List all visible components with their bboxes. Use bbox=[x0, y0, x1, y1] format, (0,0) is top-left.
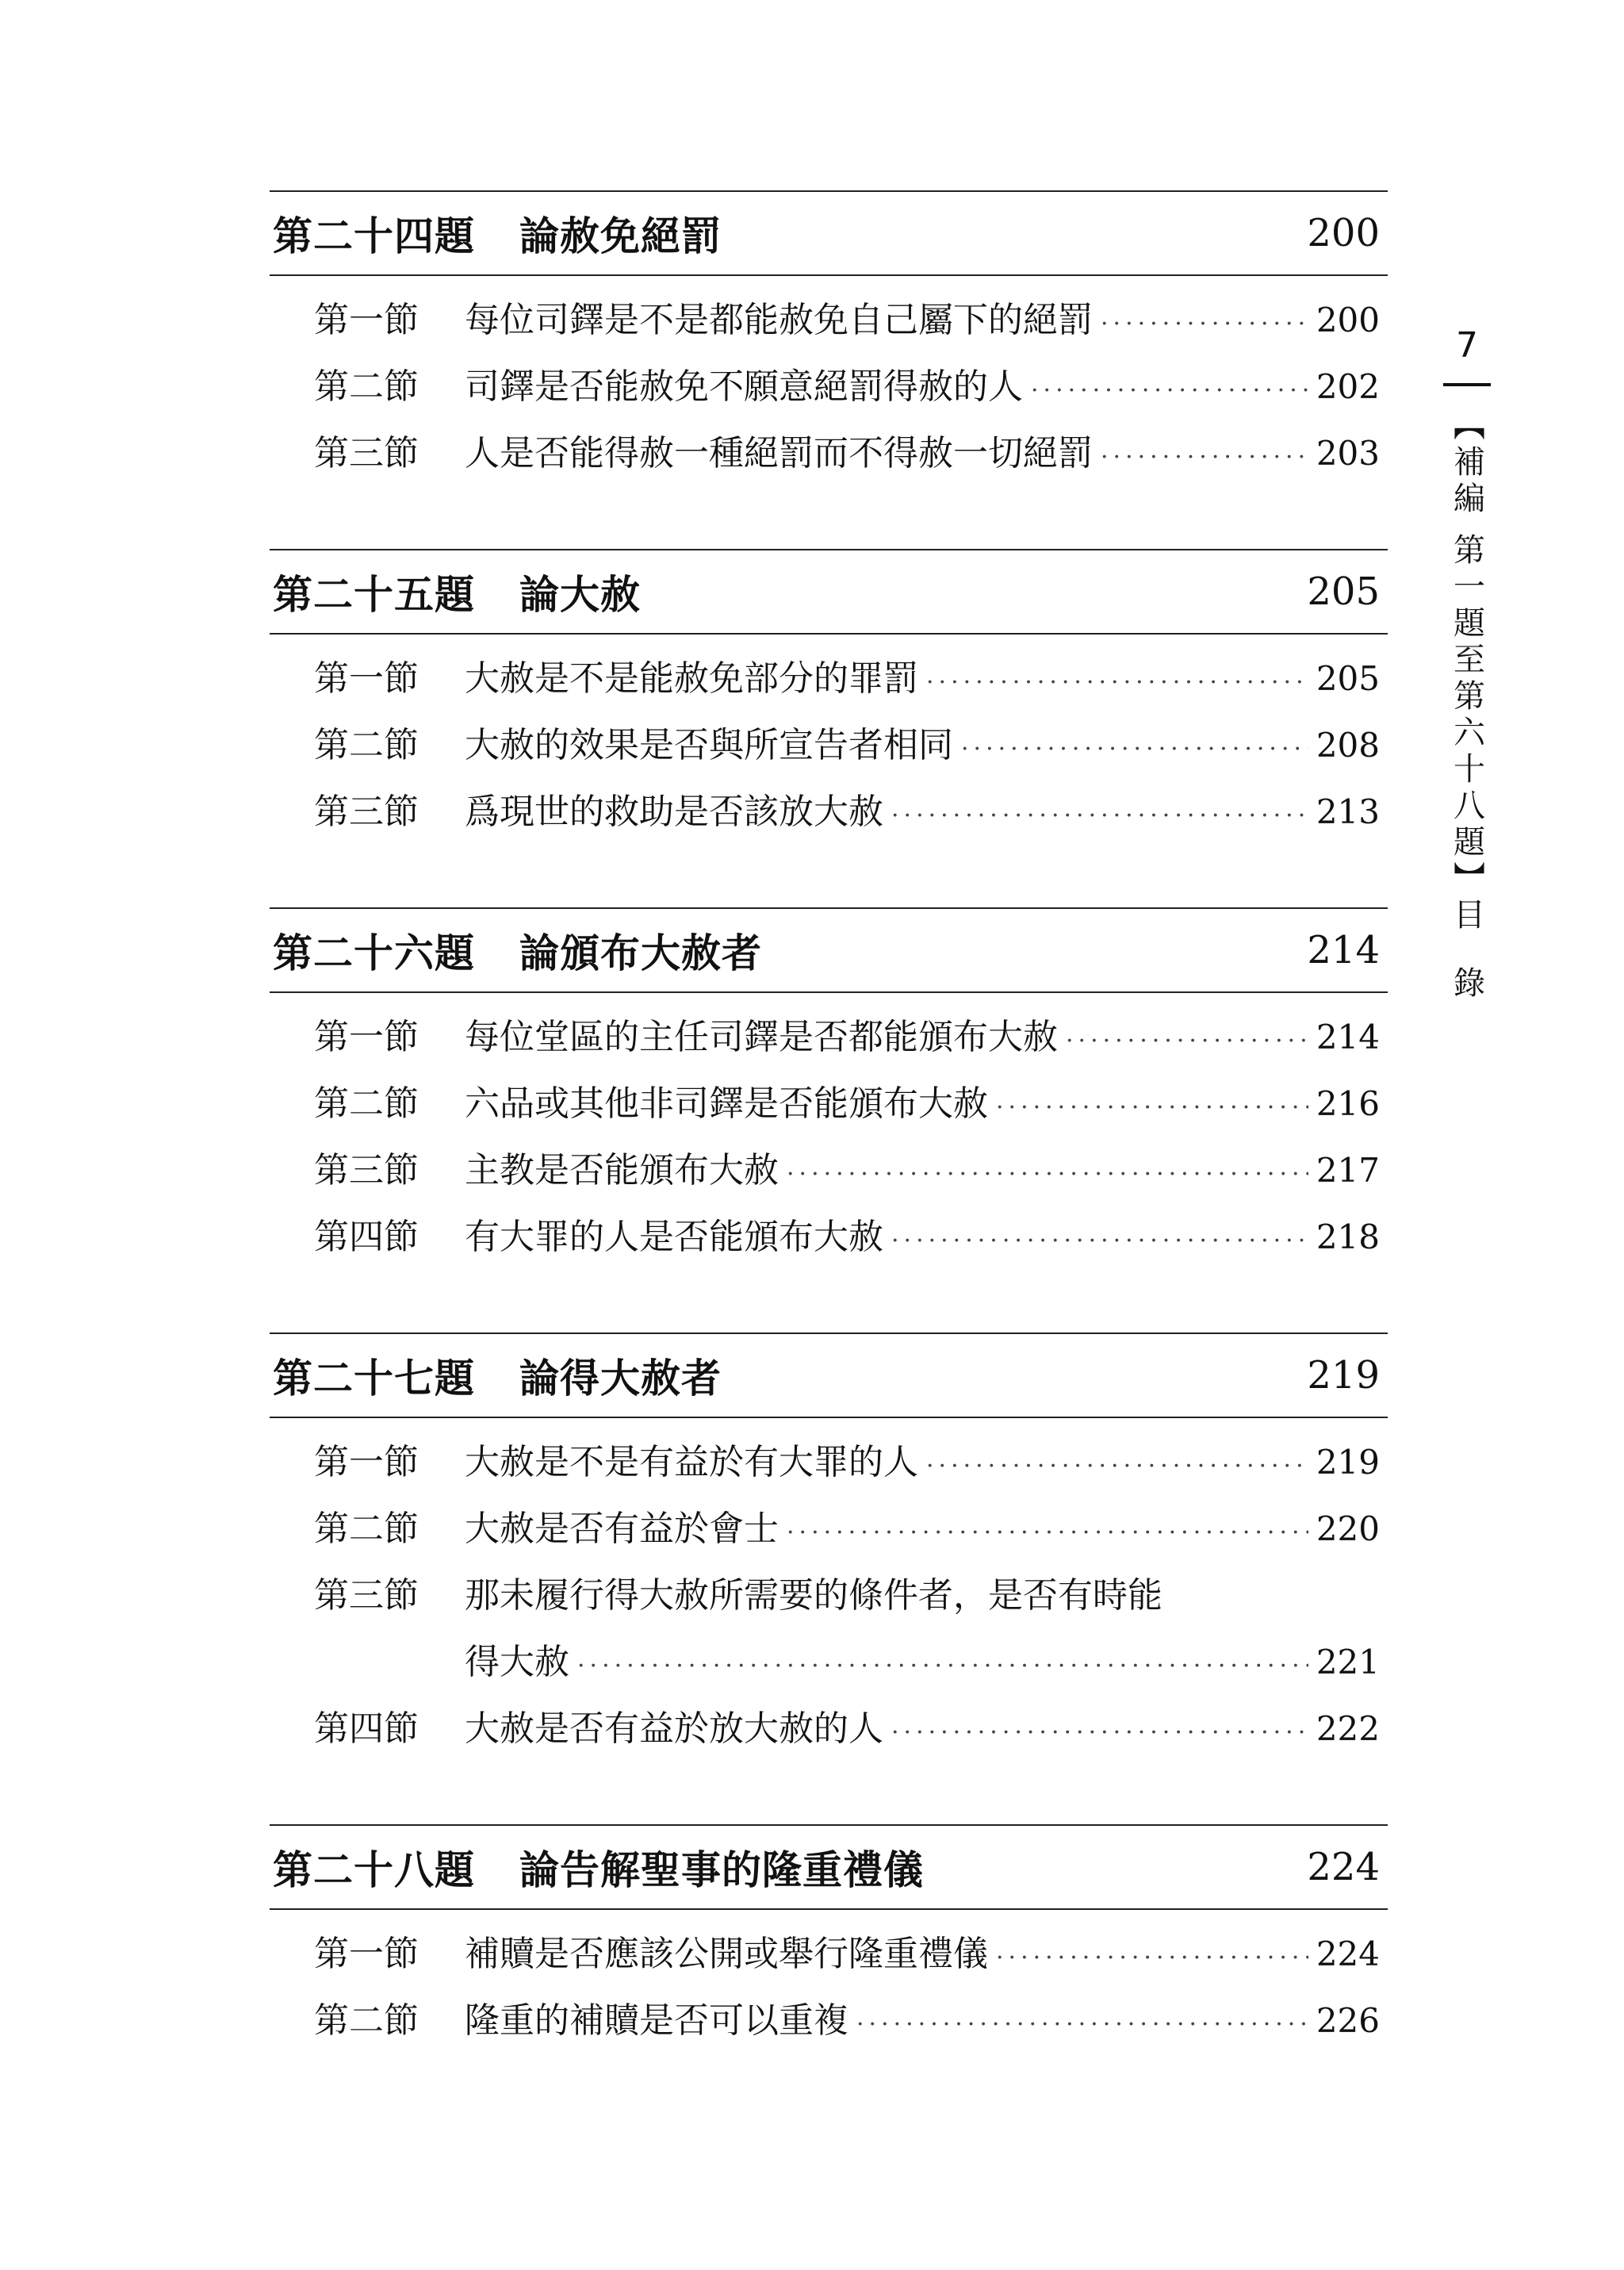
section-page: 220 bbox=[1316, 1509, 1380, 1548]
section-page: 219 bbox=[1316, 1443, 1380, 1482]
section-page: 226 bbox=[1316, 2001, 1380, 2040]
dot-leader bbox=[996, 1925, 1308, 1992]
chapter-24 bbox=[270, 190, 1388, 487]
chapter-26 bbox=[270, 907, 1388, 1271]
section-entry bbox=[270, 1004, 1388, 1071]
section-page: 217 bbox=[1316, 1151, 1380, 1190]
section-title: 每位堂區的主任司鐸是否都能頒布大赦 bbox=[465, 1017, 1058, 1057]
section-number: 第三節 bbox=[314, 1575, 419, 1616]
dot-leader bbox=[891, 783, 1308, 849]
section-entry bbox=[270, 646, 1388, 712]
header-rule bbox=[1443, 383, 1491, 386]
dot-leader bbox=[1031, 358, 1308, 424]
section-number: 第一節 bbox=[314, 658, 419, 699]
dot-leader bbox=[891, 1700, 1308, 1766]
section-number: 第一節 bbox=[314, 1442, 419, 1482]
chapter-subject: 論赦免絕罰 bbox=[519, 213, 722, 259]
section-title: 主教是否能頒布大赦 bbox=[465, 1150, 779, 1191]
chapter-heading bbox=[270, 549, 1388, 635]
section-page: 200 bbox=[1316, 301, 1380, 339]
section-number: 第四節 bbox=[314, 1217, 419, 1257]
section-number: 第二節 bbox=[314, 1083, 419, 1124]
chapter-27 bbox=[270, 1332, 1388, 1762]
dot-leader bbox=[1101, 291, 1308, 358]
section-title: 司鐸是否能赦免不願意絕罰得赦的人 bbox=[465, 366, 1023, 407]
section-title: 隆重的補贖是否可以重複 bbox=[465, 2000, 848, 2041]
section-title: 大赦是否有益於會士 bbox=[465, 1509, 779, 1549]
section-title: 大赦是否有益於放大赦的人 bbox=[465, 1708, 883, 1749]
section-page: 202 bbox=[1316, 367, 1380, 406]
section-page: 222 bbox=[1316, 1709, 1380, 1748]
section-page: 208 bbox=[1316, 726, 1380, 765]
chapter-page: 219 bbox=[1307, 1353, 1380, 1398]
section-page: 213 bbox=[1316, 792, 1380, 831]
chapter-page: 214 bbox=[1307, 928, 1380, 972]
section-entry bbox=[270, 1137, 1388, 1204]
dot-leader bbox=[787, 1500, 1308, 1566]
chapter-number: 第二十五題 bbox=[273, 571, 475, 618]
dot-leader bbox=[577, 1633, 1308, 1700]
chapter-page: 224 bbox=[1307, 1845, 1380, 1889]
section-number: 第四節 bbox=[314, 1708, 419, 1749]
section-entry bbox=[270, 1988, 1388, 2054]
section-page: 214 bbox=[1316, 1018, 1380, 1056]
section-title: 有大罪的人是否能頒布大赦 bbox=[465, 1217, 883, 1257]
section-title: 大赦是不是有益於有大罪的人 bbox=[465, 1442, 918, 1482]
dot-leader bbox=[891, 1208, 1308, 1275]
chapter-number: 第二十七題 bbox=[273, 1355, 475, 1401]
dot-leader bbox=[1101, 424, 1308, 491]
chapter-page: 200 bbox=[1307, 211, 1380, 255]
section-title: 得大赦 bbox=[465, 1642, 569, 1682]
dot-leader bbox=[996, 1075, 1308, 1141]
dot-leader bbox=[787, 1141, 1308, 1208]
dot-leader bbox=[1066, 1008, 1308, 1075]
section-entry bbox=[270, 1071, 1388, 1137]
chapter-heading bbox=[270, 907, 1388, 993]
dot-leader bbox=[856, 1992, 1308, 2058]
dot-leader bbox=[961, 716, 1308, 783]
section-number: 第二節 bbox=[314, 1509, 419, 1549]
section-number: 第一節 bbox=[314, 1934, 419, 1974]
vertical-header-text-2: 錄 bbox=[1448, 965, 1485, 1003]
section-entry bbox=[270, 1563, 1388, 1629]
section-title: 每位司鐸是不是都能赦免自己屬下的絕罰 bbox=[465, 300, 1093, 340]
section-entry bbox=[270, 1696, 1388, 1762]
section-number: 第一節 bbox=[314, 300, 419, 340]
chapter-heading bbox=[270, 190, 1388, 276]
chapter-subject: 論頒布大赦者 bbox=[519, 930, 762, 976]
vertical-header-text: 【補編 第一題至第六十八題】目 bbox=[1448, 408, 1485, 934]
section-number: 第三節 bbox=[314, 792, 419, 832]
section-title: 補贖是否應該公開或舉行隆重禮儀 bbox=[465, 1934, 988, 1974]
chapter-28 bbox=[270, 1824, 1388, 2054]
chapter-heading bbox=[270, 1824, 1388, 1910]
section-page: 216 bbox=[1316, 1084, 1380, 1123]
chapter-number: 第二十四題 bbox=[273, 213, 475, 259]
section-entry bbox=[270, 1204, 1388, 1271]
section-number: 第二節 bbox=[314, 725, 419, 765]
section-entry bbox=[270, 420, 1388, 487]
section-entry-continued bbox=[270, 1629, 1388, 1696]
page-number: 7 bbox=[1456, 325, 1478, 366]
section-number: 第三節 bbox=[314, 1150, 419, 1191]
section-entry bbox=[270, 287, 1388, 354]
section-page: 205 bbox=[1316, 659, 1380, 698]
section-entry bbox=[270, 779, 1388, 845]
section-entry bbox=[270, 1496, 1388, 1563]
chapter-subject: 論告解聖事的隆重禮儀 bbox=[519, 1846, 924, 1893]
chapter-page: 205 bbox=[1307, 569, 1380, 614]
chapter-subject: 論大赦 bbox=[519, 571, 641, 618]
chapter-subject: 論得大赦者 bbox=[519, 1355, 722, 1401]
section-number: 第二節 bbox=[314, 366, 419, 407]
section-number: 第三節 bbox=[314, 433, 419, 474]
section-entry bbox=[270, 354, 1388, 420]
chapter-25 bbox=[270, 549, 1388, 845]
running-header bbox=[1443, 325, 1491, 1003]
chapter-number: 第二十六題 bbox=[273, 930, 475, 976]
section-title: 人是否能得赦一種絕罰而不得赦一切絕罰 bbox=[465, 433, 1093, 474]
section-number: 第二節 bbox=[314, 2000, 419, 2041]
section-title: 爲現世的救助是否該放大赦 bbox=[465, 792, 883, 832]
section-page: 203 bbox=[1316, 434, 1380, 473]
section-entry bbox=[270, 1921, 1388, 1988]
section-page: 218 bbox=[1316, 1217, 1380, 1256]
table-of-contents bbox=[270, 190, 1388, 2116]
section-page: 221 bbox=[1316, 1643, 1380, 1681]
section-title: 大赦是不是能赦免部分的罪罰 bbox=[465, 658, 918, 699]
section-number: 第一節 bbox=[314, 1017, 419, 1057]
section-title: 六品或其他非司鐸是否能頒布大赦 bbox=[465, 1083, 988, 1124]
section-title: 那未履行得大赦所需要的條件者，是否有時能 bbox=[465, 1575, 1162, 1616]
dot-leader bbox=[926, 1433, 1308, 1500]
chapter-number: 第二十八題 bbox=[273, 1846, 475, 1893]
section-title: 大赦的效果是否與所宣告者相同 bbox=[465, 725, 953, 765]
section-entry bbox=[270, 1429, 1388, 1496]
section-entry bbox=[270, 712, 1388, 779]
dot-leader bbox=[926, 650, 1308, 716]
chapter-heading bbox=[270, 1332, 1388, 1418]
section-page: 224 bbox=[1316, 1934, 1380, 1973]
